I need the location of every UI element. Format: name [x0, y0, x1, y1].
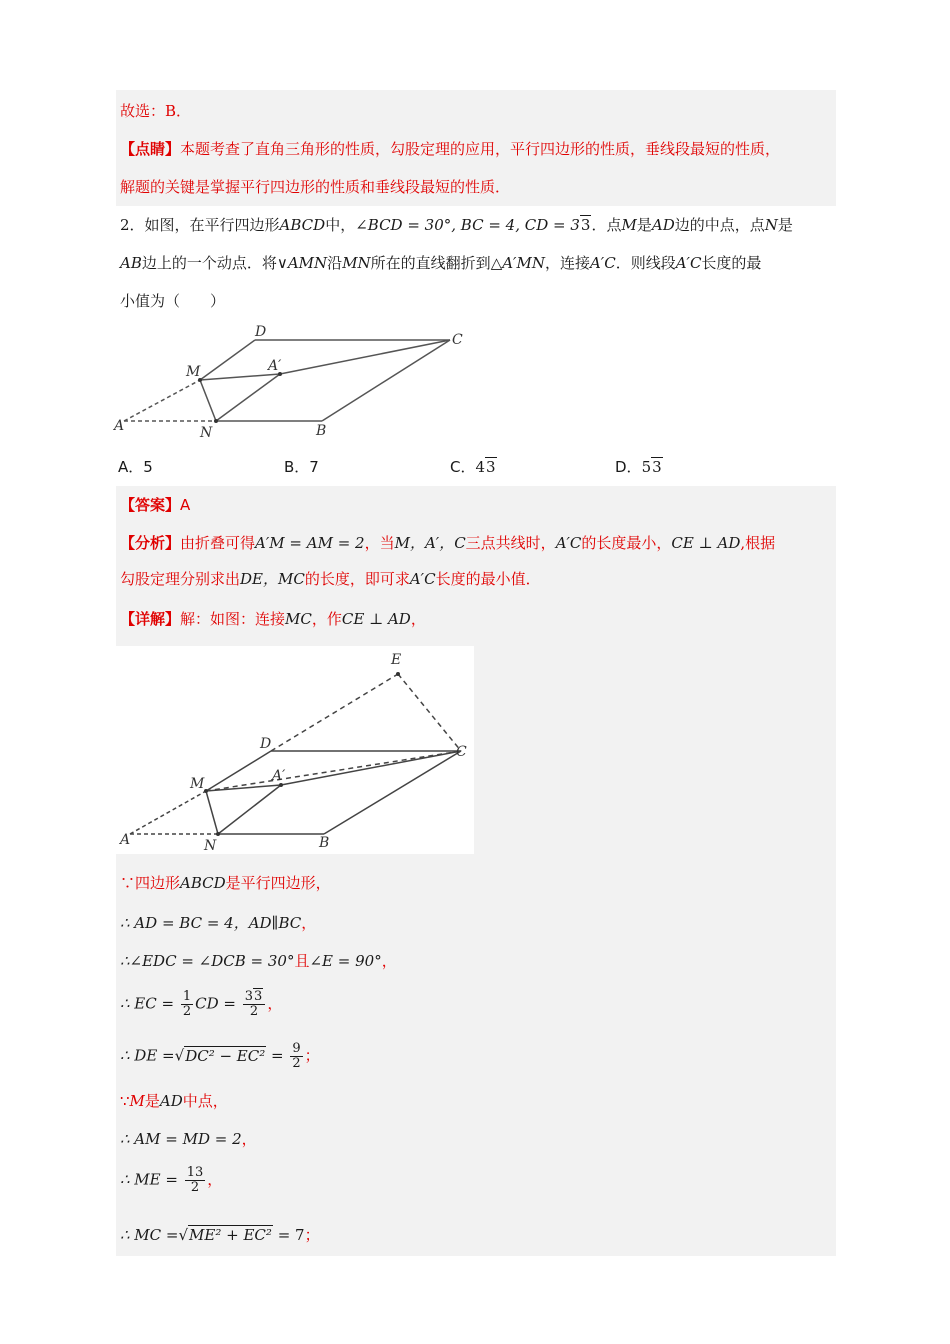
option-sqrt: 3: [652, 458, 662, 476]
step-3: [120, 950, 397, 972]
label-n: N: [200, 425, 213, 441]
s-text: ；: [304, 1226, 320, 1244]
segment-dm: [200, 340, 255, 380]
q-text: ．点: [591, 216, 622, 234]
option-sqrt: 3: [486, 458, 496, 476]
prev-comment-1: [120, 138, 780, 160]
s-math: CD =: [195, 994, 236, 1013]
step-2: [120, 912, 316, 934]
step-7: [120, 1128, 257, 1150]
a-text: 的长度最小，: [581, 534, 672, 552]
point-m: [204, 789, 208, 793]
q-text: 沿: [327, 254, 343, 272]
q-text: ．则线段: [615, 254, 676, 272]
step-9: ∴ MC =√ME² + EC² = 7；: [120, 1226, 320, 1244]
option-value: 4: [475, 458, 486, 476]
q-text: 2．如图，在平行四边形: [120, 216, 280, 234]
s-text: ，: [207, 1170, 223, 1189]
frac-num: 1: [182, 989, 192, 1004]
q-text: 边上的一个动点．将: [141, 254, 277, 272]
fraction-13-over-2: [185, 1166, 206, 1195]
analysis-tag: 【分析】: [120, 534, 181, 552]
question-figure: [112, 320, 472, 445]
q-math: MN: [342, 254, 371, 272]
frac-sqrt: 3: [254, 989, 263, 1004]
q-text: ，连接: [544, 254, 590, 272]
s-math: =: [271, 1046, 284, 1065]
s-math: AD: [159, 1092, 183, 1110]
step-6: [120, 1090, 228, 1112]
comment-tag: 【点睛】: [120, 140, 181, 158]
s-math: ABCD: [180, 874, 226, 892]
q-math: ∨AMN: [276, 254, 328, 272]
s-text: ；: [304, 1046, 320, 1065]
label-d: D: [255, 324, 267, 340]
frac-den: 2: [292, 1056, 301, 1071]
q-text: 边的中点，点: [674, 216, 765, 234]
label-n: N: [204, 838, 217, 854]
frac-den: 2: [190, 1180, 200, 1195]
step-5: ∴ DE =√DC² − EC² = $\frac{9}{2}$ ；: [120, 1041, 320, 1071]
option-d[interactable]: [615, 456, 663, 477]
label-m: M: [186, 364, 201, 380]
s-math: ∴ ME =: [120, 1170, 178, 1189]
a-math: A′C: [409, 570, 436, 588]
point-n: [214, 419, 218, 423]
question-line-3: 小值为（ ）: [120, 292, 226, 310]
answer-line: [120, 494, 190, 516]
q-text: 是: [777, 216, 793, 234]
fraction-half: [181, 990, 193, 1019]
s-sqrt: ME² + EC²: [189, 1226, 272, 1244]
a-text: 勾股定理分别求出: [120, 570, 241, 588]
comment-text-1: 本题考查了直角三角形的性质，勾股定理的应用，平行四边形的性质，垂线段最短的性质，: [180, 140, 781, 158]
q-math: AD: [651, 216, 675, 234]
q-math: AB: [120, 254, 142, 272]
step-4: [120, 990, 282, 1019]
d-math: MC: [285, 610, 312, 628]
option-b[interactable]: [284, 456, 319, 477]
a-text: ，当: [364, 534, 395, 552]
a-math: DE，MC: [240, 570, 305, 588]
fraction-3sqrt3-over-2: [243, 990, 266, 1019]
solution-figure: [116, 646, 474, 854]
fraction-9-over-2: [290, 1042, 302, 1071]
label-a: A: [114, 418, 125, 434]
s-text: ，: [381, 952, 397, 970]
s-text: 是平行四边形，: [225, 874, 331, 892]
a-text: 由折叠可得: [180, 534, 256, 552]
option-label: D．: [615, 458, 642, 476]
s-math: ∴ DE =: [120, 1046, 175, 1065]
answer-value: A: [180, 496, 191, 514]
s-text: 中点，: [182, 1092, 228, 1110]
s-text: ∵: [120, 1092, 130, 1110]
option-label: A．: [118, 458, 144, 476]
q-math: M: [621, 216, 637, 234]
label-c: C: [456, 744, 467, 760]
q-math: ABCD: [279, 216, 326, 234]
analysis-line-1: [120, 532, 775, 554]
s-math: = 7: [277, 1226, 305, 1244]
a-text: 长度的最小值．: [435, 570, 541, 588]
label-a-prime: A′: [272, 768, 286, 784]
option-value: 5: [641, 458, 652, 476]
s-math: M: [129, 1092, 145, 1110]
q-sqrt: 3: [580, 216, 591, 234]
q-text: 所在的直线翻折到: [370, 254, 491, 272]
a-math: A′M = AM = 2: [255, 534, 365, 552]
a-math: M，A′，C: [394, 534, 466, 552]
q-math: A′C: [675, 254, 702, 272]
a-math: CE ⊥ AD: [671, 534, 741, 552]
segment-am-dashed: [124, 380, 200, 421]
label-a-prime: A′: [268, 358, 282, 374]
segment-ma: [200, 374, 280, 380]
s-math: ∴ AD = BC = 4，AD∥BC: [120, 914, 302, 932]
s-math: ∠E = 90°: [309, 952, 382, 970]
q-math: △A′MN: [490, 254, 545, 272]
q-text: 是: [636, 216, 652, 234]
question-line-2: [120, 252, 761, 274]
label-d: D: [260, 736, 272, 752]
q-text: 长度的最: [701, 254, 762, 272]
detail-tag: 【详解】: [120, 610, 181, 628]
frac-den: 2: [249, 1004, 259, 1019]
option-value: 7: [309, 458, 319, 476]
option-c[interactable]: [450, 456, 497, 477]
d-text: ，: [410, 610, 426, 628]
prev-comment-2: 解题的关键是掌握平行四边形的性质和垂线段最短的性质．: [120, 178, 511, 196]
frac-num: 9: [292, 1041, 301, 1056]
s-text: ，: [241, 1130, 257, 1148]
s-text: 且: [294, 952, 310, 970]
segment-mn: [200, 380, 216, 421]
answer-tag: 【答案】: [120, 496, 181, 514]
label-b: B: [316, 423, 327, 439]
option-label: C．: [450, 458, 476, 476]
a-text: ,根据: [740, 534, 776, 552]
q-math: N: [764, 216, 778, 234]
s-text: ，: [301, 914, 317, 932]
d-text: 解：如图：连接: [180, 610, 286, 628]
segment-na: [216, 374, 280, 421]
label-e: E: [391, 652, 402, 668]
label-m: M: [190, 776, 205, 792]
frac-den: 2: [182, 1004, 192, 1019]
d-text: ，作: [311, 610, 342, 628]
frac-num: 13: [186, 1165, 204, 1180]
s-math: ∴∠EDC = ∠DCB = 30°: [120, 952, 295, 970]
prev-select: 故选：B．: [120, 102, 192, 120]
d-math: CE ⊥ AD: [341, 610, 411, 628]
option-value: 5: [143, 458, 153, 476]
s-math: ∴ AM = MD = 2: [120, 1130, 242, 1148]
s-text: 是: [144, 1092, 160, 1110]
point-n: [216, 832, 220, 836]
s-math: ∴ MC =: [120, 1226, 179, 1244]
a-math: A′C: [555, 534, 582, 552]
option-label: B．: [284, 458, 310, 476]
frac-num: 3: [244, 989, 254, 1004]
step-8: [120, 1166, 222, 1195]
analysis-line-2: [120, 568, 541, 590]
q-text: 中，: [325, 216, 356, 234]
step-1: [120, 872, 331, 894]
s-math: ∴ EC =: [120, 994, 175, 1013]
q-math: ∠BCD = 30°, BC = 4, CD = 3: [355, 216, 580, 234]
a-text: 三点共线时，: [465, 534, 556, 552]
s-text: ，: [267, 994, 283, 1013]
s-sqrt: DC² − EC²: [185, 1046, 266, 1065]
label-c: C: [452, 332, 463, 348]
a-text: 的长度，即可求: [304, 570, 410, 588]
detail-line: [120, 608, 426, 630]
label-b: B: [319, 835, 330, 851]
question-line-1: [120, 214, 793, 236]
label-a: A: [120, 832, 131, 848]
q-math: A′C: [589, 254, 616, 272]
option-a[interactable]: [118, 456, 153, 477]
s-text: ∵四边形: [120, 874, 181, 892]
point-e: [396, 672, 400, 676]
